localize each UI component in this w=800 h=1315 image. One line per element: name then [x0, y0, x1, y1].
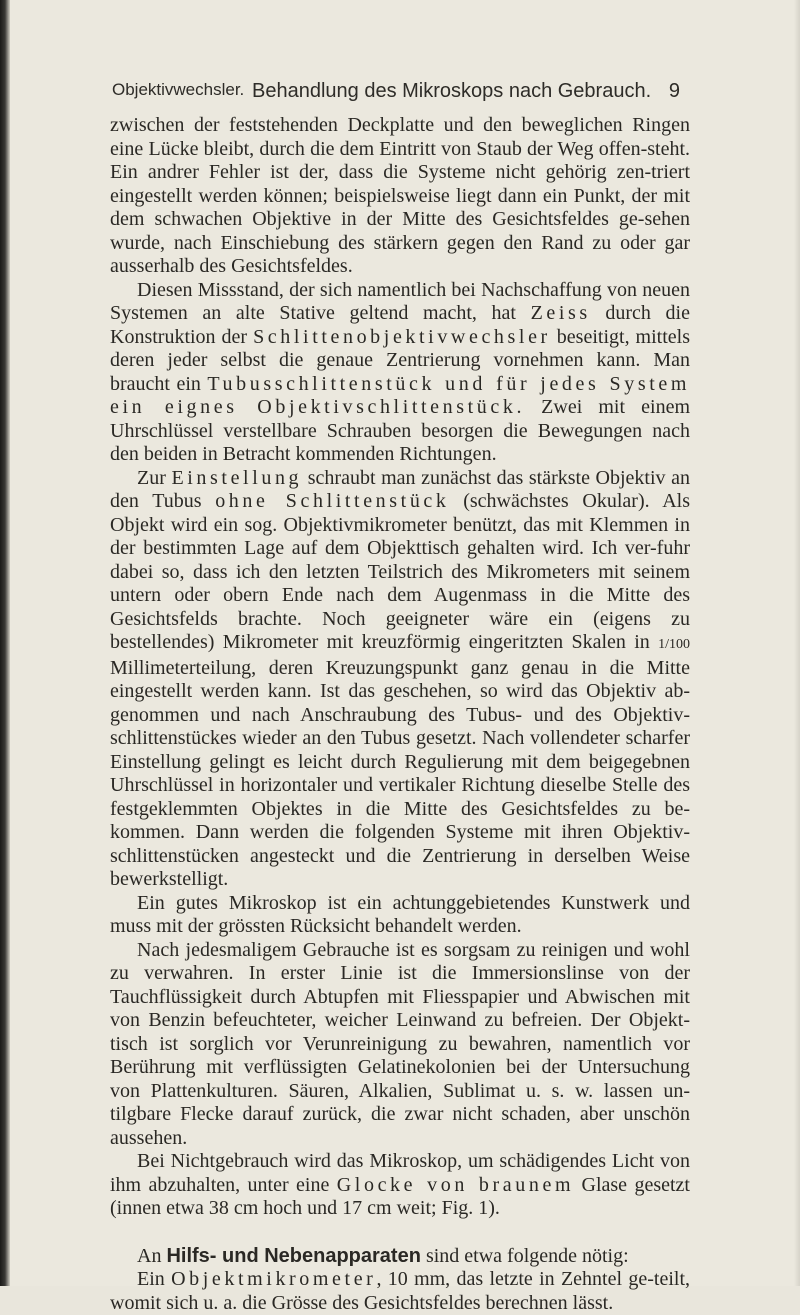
text-run: Glase gesetzt (innen etwa 38 cm hoch und 17 cm weit; Fig. 1).: [110, 1173, 690, 1219]
spaced-emphasis-text: Objektmikrometer: [171, 1268, 377, 1290]
paragraph: [110, 467, 690, 892]
running-head-title: Behandlung des Mikroskops nach Gebrauch.: [252, 80, 652, 102]
paragraph-gap: [110, 1221, 690, 1245]
text-run: schraubt man zunächst das stärkste Objektiv an den Tubus: [110, 466, 690, 512]
page-spine-shadow: [0, 0, 10, 1286]
text-run: Ein: [137, 1268, 172, 1290]
paragraph: [110, 892, 690, 939]
spaced-emphasis-text: Tubusschlittenstück und für jedes System ein eignes Objektivschlittenstück.: [110, 372, 690, 418]
page-edge: [794, 0, 800, 1286]
text-run: sind etwa folgende nötig:: [420, 1244, 629, 1267]
text-run: Nach jedesmaligem Gebrauche ist es sorgsam zu reinigen und wohl zu verwahren. In erster Linie ist die Immersionslinse von der Tauchflüssigkeit durch Abtupfen mit Fliesspapier und Abwischen mit von Benzin befeuchteter, weicher Leinwand zu befreien. Der Objekt-tisch ist sorglich vor Verunreinigung zu bewahren, namentlich vor Berührung mit verflüssigten Gelatinekolonien bei der Untersuchung von Plattenkulturen. Säuren, Alkalien, Sublimat u. s. w. lassen un-tilgbare Flecke darauf zurück, die zwar nicht schaden, aber unschön aussehen.: [110, 938, 690, 1149]
spaced-emphasis-text: Schlittenobjektivwechsler: [253, 325, 551, 348]
text-run: Millimeterteilung, deren Kreuzungspunkt ganz genau in die Mitte eingestellt werden kann. Ist das geschehen, so wird das Objektiv ab-genommen und nach Anschraubung des Tubus- und des Objektiv-schlittenstückes wieder an den Tubus gesetzt. Nach vollendeter scharfer Einstellung gelingt es leicht durch Regulierung mit dem beigegebnen Uhrschlüssel in horizontaler und vertikaler Richtung dieselbe Stelle des festgeklemmten Objektes in die Mitte des Gesichtsfeldes zu be-kommen. Dann werden die folgenden Systeme mit ihren Objektiv-schlittenstücken angesteckt und die Zentrierung in derselben Weise bewerkstelligt.: [110, 656, 690, 890]
text-run: Zur: [137, 466, 172, 489]
spaced-emphasis-text: Glocke von braunem: [336, 1173, 575, 1196]
paragraph: [110, 279, 690, 467]
text-run: Bei Nichtgebrauch wird das Mikroskop, um schädigendes Licht von ihm abzuhalten, unter eine: [110, 1150, 690, 1196]
text-run: , 10 mm, das letzte in Zehntel ge-teilt, womit sich u. a. die Grösse des Gesichtsfeldes berechnen lässt.: [110, 1268, 690, 1314]
paragraph: [110, 114, 690, 279]
text-run: An: [137, 1244, 167, 1267]
text-run: zwischen der feststehenden Deckplatte und den beweglichen Ringen eine Lücke bleibt, durch die dem Eintritt von Staub der Weg offen-steht. Ein andrer Fehler ist der, dass die Systeme nicht gehörig zen-triert eingestellt werden können; beispielsweise liegt dann ein Punkt, der mit dem schwachen Objektive in der Mitte des Gesichtsfeldes ge-sehen wurde, nach Einschiebung des stärkern gegen den Rand zu oder gar ausserhalb des Gesichtsfeldes.: [110, 114, 690, 277]
text-run: Zwei mit einem Uhrschlüssel verstellbare Schrauben besorgen die Bewegungen nach den beiden in Betracht kommenden Richtungen.: [110, 396, 690, 465]
page-number: 9: [668, 80, 680, 102]
text-run: durch die Konstruktion der: [110, 302, 690, 348]
text-run: (schwächstes Okular). Als Objekt wird ein sog. Objektivmikrometer benützt, das mit Klemmen in der bestimmten Lage auf dem Objekttisch gehalten wird. Ich ver-fuhr dabei so, dass ich den letzten Teilstrich des Mikrometers mit seinem untern oder obern Ende nach dem Augenmass in die Mitte des Gesichtsfelds brachte. Noch geeigneter wäre ein (eigens zu bestellendes) Mikrometer mit kreuzförmig eingeritzten Skalen in: [110, 490, 690, 653]
paragraph: [110, 1245, 690, 1269]
text-run: Ein gutes Mikroskop ist ein achtunggebietendes Kunstwerk und muss mit der grössten Rücksicht behandelt werden.: [110, 891, 690, 937]
paragraph: [110, 1268, 690, 1315]
paragraph: [110, 939, 690, 1151]
paragraph: [110, 1150, 690, 1221]
bold-heading-text: Hilfs- und Nebenapparaten: [166, 1244, 421, 1267]
running-head: [112, 80, 680, 110]
running-head-section: Objektivwechsler.: [112, 80, 245, 99]
text-run: beseitigt, mittels deren jeder selbst die genaue Zentrierung vornehmen kann. Man braucht ein: [110, 325, 690, 395]
spaced-emphasis-text: Zeiss: [530, 302, 591, 324]
spaced-emphasis-text: Einstellung: [171, 466, 303, 489]
text-run: 1/100: [658, 637, 690, 652]
spaced-emphasis-text: ohne Schlittenstück: [215, 490, 450, 512]
body-text: [110, 114, 690, 1315]
text-run: Diesen Missstand, der sich namentlich bei Nachschaffung von neuen Systemen an alte Stative geltend macht, hat: [110, 278, 690, 324]
